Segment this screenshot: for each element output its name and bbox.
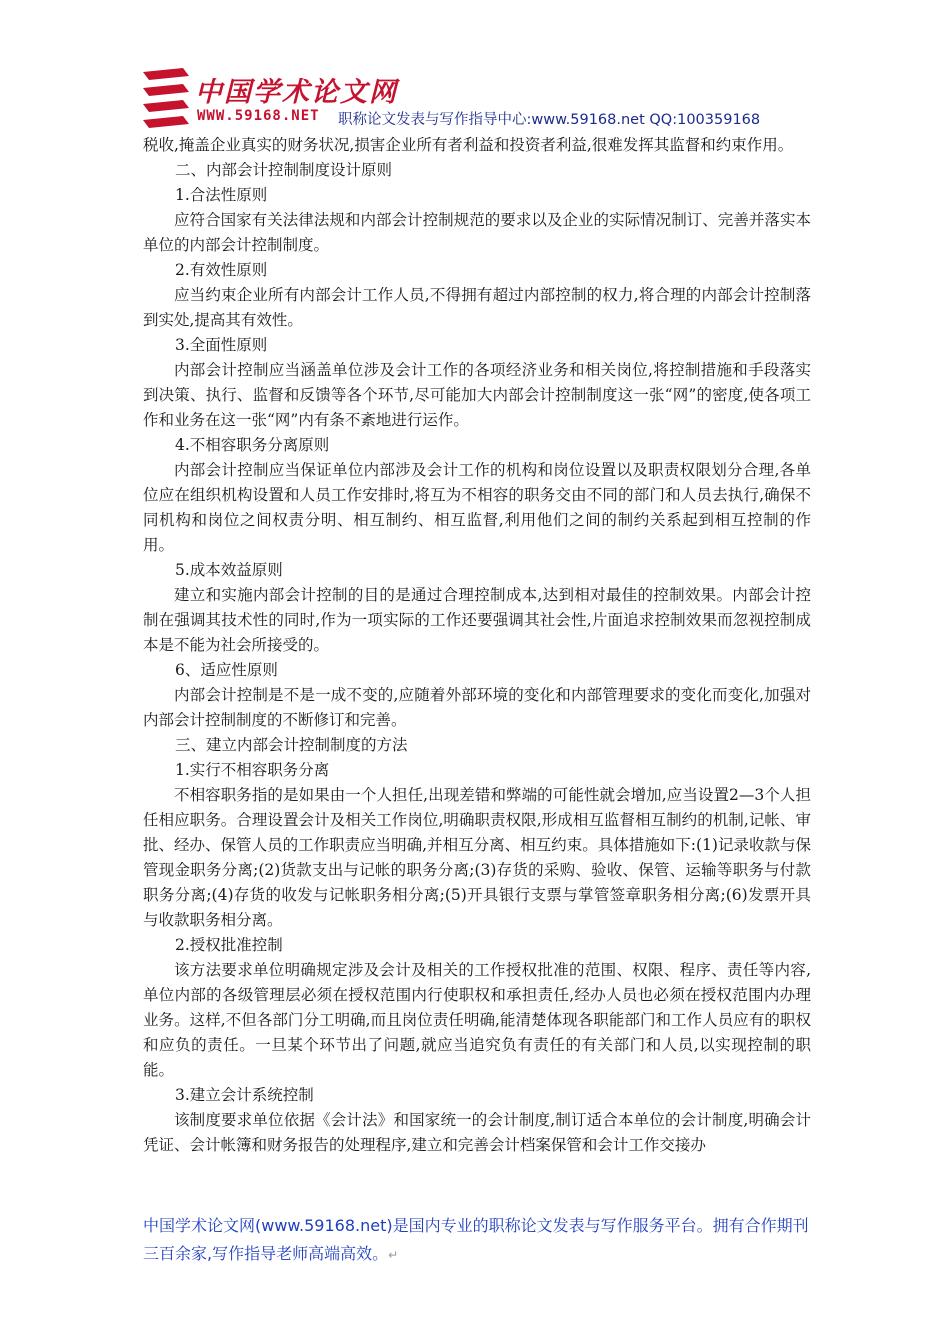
section-heading: 1.实行不相容职务分离 [175,761,330,779]
section-heading: 6、适应性原则 [175,661,278,679]
logo-url: WWW.59168.NET [197,108,320,124]
footer-text: 中国学术论文网(www.59168.net)是国内专业的职称论文发表与写作服务平台。拥有合作期刊三百余家,写作指导老师高端高效。 [143,1216,809,1263]
article-body [143,133,811,1158]
section-heading: 1.合法性原则 [175,186,268,204]
paragraph: 内部会计控制应当涵盖单位涉及会计工作的各项经济业务和相关岗位,将控制措施和手段落实到决策、执行、监督和反馈等各个环节,尽可能加大内部会计控制制度这一张“网”的密度,使各项工作和业务在这一张“网”内有条不紊地进行运作。 [143,361,811,429]
section-heading: 3.建立会计系统控制 [175,1086,314,1104]
paragraph: 建立和实施内部会计控制的目的是通过合理控制成本,达到相对最佳的控制效果。内部会计控制在强调其技术性的同时,作为一项实际的工作还要强调其社会性,片面追求控制效果而忽视控制成本是不能为社会所接受的。 [143,586,811,654]
section-heading: 2.有效性原则 [175,261,268,279]
section-heading: 5.成本效益原则 [175,561,283,579]
paragraph: 税收,掩盖企业真实的财务状况,损害企业所有者利益和投资者利益,很难发挥其监督和约束作用。 [143,136,794,154]
section-heading: 三、建立内部会计控制制度的方法 [175,736,408,754]
section-heading: 4.不相容职务分离原则 [175,436,330,454]
paragraph: 应当约束企业所有内部会计工作人员,不得拥有超过内部控制的权力,将合理的内部会计控制落到实处,提高其有效性。 [143,286,811,329]
return-mark-icon: ↵ [388,1248,399,1262]
section-heading: 二、内部会计控制制度设计原则 [175,161,393,179]
paragraph: 内部会计控制应当保证单位内部涉及会计工作的机构和岗位设置以及职责权限划分合理,各单位应在组织机构设置和人员工作安排时,将互为不相容的职务交由不同的部门和人员去执行,确保不同机构和岗位之间权责分明、相互制约、相互监督,利用他们之间的制约关系起到相互控制的作用。 [143,461,811,554]
page-footer [143,1212,823,1269]
paragraph: 应符合国家有关法律法规和内部会计控制规范的要求以及企业的实际情况制订、完善并落实本单位的内部会计控制制度。 [143,211,811,254]
paragraph: 该方法要求单位明确规定涉及会计及相关的工作授权批准的范围、权限、程序、责任等内容,单位内部的各级管理层必须在授权范围内行使职权和承担责任,经办人员也必须在授权范围内办理业务。这样,不但各部门分工明确,而且岗位责任明确,能清楚体现各职能部门和工作人员应有的职权和应负的责任。一旦某个环节出了问题,就应当追究负有责任的有关部门和人员,以实现控制的职能。 [143,961,811,1079]
page-header [143,66,823,130]
header-tagline: 职称论文发表与写作指导中心:www.59168.net QQ:100359168 [338,112,761,128]
logo-stripes-icon [143,66,189,128]
section-heading: 3.全面性原则 [175,336,268,354]
section-heading: 2.授权批准控制 [175,936,283,954]
paragraph: 该制度要求单位依据《会计法》和国家统一的会计制度,制订适合本单位的会计制度,明确会计凭证、会计帐簿和财务报告的处理程序,建立和完善会计档案保管和会计工作交接办 [143,1111,811,1154]
logo-title: 中国学术论文网 [195,77,398,108]
paragraph: 不相容职务指的是如果由一个人担任,出现差错和弊端的可能性就会增加,应当设置2—3个人担任相应职务。合理设置会计及相关工作岗位,明确职责权限,形成相互监督相互制约的机制,记帐、审批、经办、保管人员的工作职责应当明确,并相互分离、相互约束。具体措施如下:(1)记录收款与保管现金职务分离;(2)货款支出与记帐的职务分离;(3)存货的采购、验收、保管、运输等职务与付款职务分离;(4)存货的收发与记帐职务相分离;(5)开具银行支票与掌管签章职务相分离;(6)发票开具与收款职务相分离。 [143,786,811,929]
paragraph: 内部会计控制是不是一成不变的,应随着外部环境的变化和内部管理要求的变化而变化,加强对内部会计控制制度的不断修订和完善。 [143,686,811,729]
